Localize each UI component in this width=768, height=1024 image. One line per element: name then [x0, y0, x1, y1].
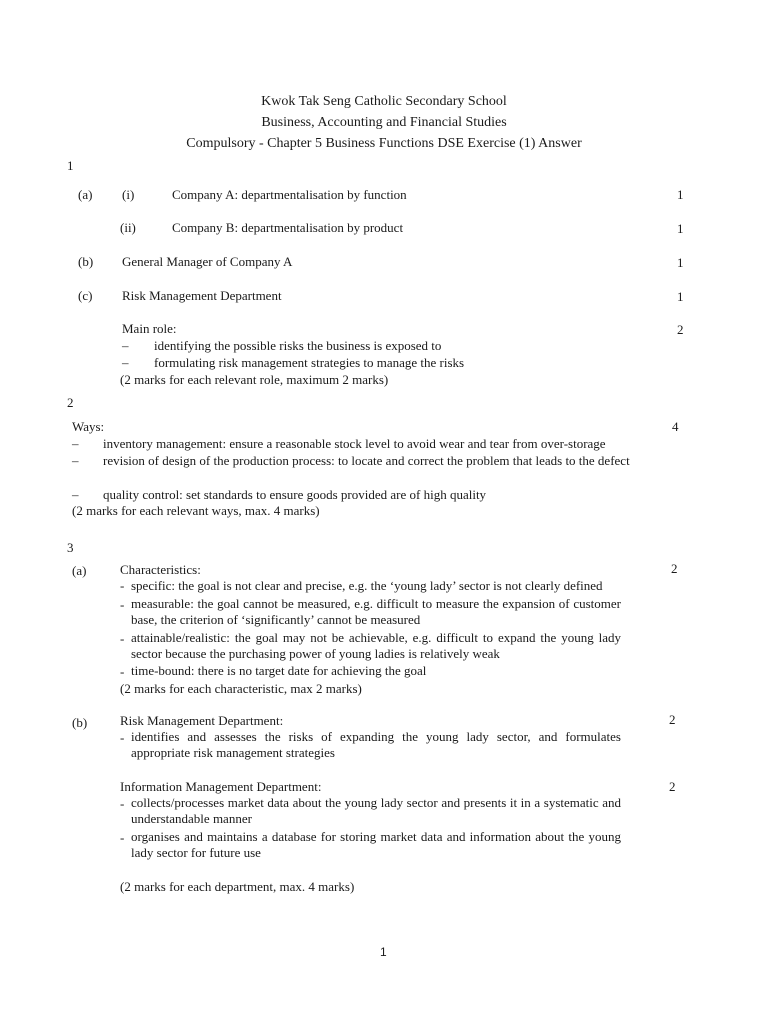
q2-way-2: revision of design of the production process: to locate and correct the problem that leads to the defect: [103, 453, 630, 468]
bullet-marker: -: [120, 830, 125, 845]
q1-b-mark: 1: [677, 255, 684, 270]
q3-b-note: (2 marks for each department, max. 4 marks): [120, 879, 355, 894]
q1-part-a-label: (a): [78, 187, 93, 202]
q2-heading: Ways:: [72, 419, 105, 434]
question-1-number: 1: [67, 158, 74, 173]
school-name: Kwok Tak Seng Catholic Secondary School: [261, 94, 507, 109]
q1-a-i-label: (i): [122, 187, 135, 202]
q3-a-note: (2 marks for each characteristic, max 2 marks): [120, 681, 362, 696]
q1-c-mark: 1: [677, 289, 684, 304]
question-3-number: 3: [67, 540, 74, 555]
bullet-marker: -: [120, 578, 125, 593]
question-2-number: 2: [67, 395, 74, 410]
q3-characteristic-1: specific: the goal is not clear and precise, e.g. the ‘young lady’ sector is not clearly defined: [131, 578, 603, 593]
q1-part-b-label: (b): [78, 254, 94, 269]
dash-marker: –: [122, 338, 129, 353]
q3-b-mark-info: 2: [669, 779, 676, 794]
dash-marker: –: [72, 436, 79, 451]
q3-part-a-label: (a): [72, 563, 87, 578]
page-number: 1: [380, 945, 387, 959]
q3-b-heading-risk: Risk Management Department:: [120, 713, 284, 728]
q3-characteristic-2: measurable: the goal cannot be measured, e.g. difficult to measure the expansion of customer base, the criterion of ‘significantly’ cannot be measured: [131, 596, 621, 627]
q3-info-point-2: organises and maintains a database for storing market data and information about the young lady sector for future use: [131, 829, 621, 860]
bullet-marker: -: [120, 730, 125, 745]
dash-marker: –: [122, 355, 129, 370]
bullet-marker: -: [120, 664, 125, 679]
q3-a-heading: Characteristics:: [120, 562, 201, 577]
q1-role-mark: 2: [677, 322, 684, 337]
q1-a-ii-label: (ii): [120, 220, 136, 235]
q3-characteristic-3: attainable/realistic: the goal may not be achievable, e.g. difficult to expand the young lady sector because the purchasing power of young ladies is relatively weak: [131, 630, 621, 661]
q2-way-1: inventory management: ensure a reasonable stock level to avoid wear and tear from over-storage: [103, 436, 606, 451]
dash-marker: –: [72, 453, 79, 468]
q2-way-3: quality control: set standards to ensure goods provided are of high quality: [103, 487, 487, 502]
q1-a-ii-answer: Company B: departmentalisation by product: [172, 220, 404, 235]
dash-marker: –: [72, 487, 79, 502]
q1-role-point-2: formulating risk management strategies to manage the risks: [154, 355, 465, 370]
q3-risk-point: identifies and assesses the risks of expanding the young lady sector, and formulates appropriate risk management strategies: [131, 729, 621, 760]
subject-name: Business, Accounting and Financial Studies: [261, 115, 507, 130]
q3-b-mark-risk: 2: [669, 712, 676, 727]
q3-info-point-1: collects/processes market data about the young lady sector and presents it in a systematic and understandable manner: [131, 795, 621, 826]
q3-a-mark: 2: [671, 561, 678, 576]
q1-c-answer: Risk Management Department: [122, 288, 282, 303]
page-title: Compulsory - Chapter 5 Business Functions DSE Exercise (1) Answer: [186, 136, 582, 151]
q3-part-b-label: (b): [72, 715, 88, 730]
q1-role-point-1: identifying the possible risks the business is exposed to: [154, 338, 442, 353]
q2-mark: 4: [672, 419, 679, 434]
q2-note: (2 marks for each relevant ways, max. 4 marks): [72, 503, 320, 518]
q1-a-ii-mark: 1: [677, 221, 684, 236]
q1-a-i-mark: 1: [677, 187, 684, 202]
q1-part-c-label: (c): [78, 288, 93, 303]
q1-role-note: (2 marks for each relevant role, maximum 2 marks): [120, 372, 389, 387]
bullet-marker: -: [120, 631, 125, 646]
q1-a-i-answer: Company A: departmentalisation by function: [172, 187, 407, 202]
bullet-marker: -: [120, 796, 125, 811]
q3-b-heading-info: Information Management Department:: [120, 779, 322, 794]
bullet-marker: -: [120, 597, 125, 612]
q1-role-heading: Main role:: [122, 321, 177, 336]
q1-b-answer: General Manager of Company A: [122, 254, 293, 269]
q3-characteristic-4: time-bound: there is no target date for achieving the goal: [131, 663, 427, 678]
